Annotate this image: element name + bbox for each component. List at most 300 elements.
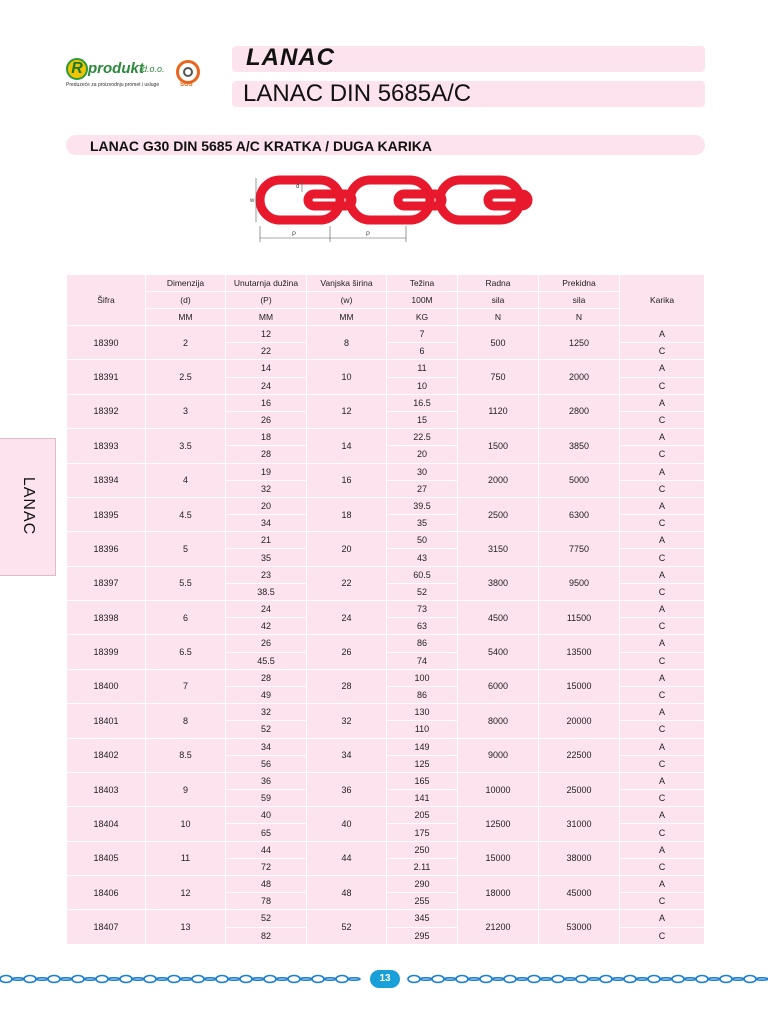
cell-vanjska: 10: [307, 360, 387, 394]
cell-dimenzija: 11: [146, 841, 226, 875]
cell-dimenzija: 6: [146, 601, 226, 635]
cell-vanjska: 36: [307, 772, 387, 806]
cell-dimenzija: 9: [146, 772, 226, 806]
header-prek-2: sila: [539, 292, 620, 309]
cell-unutarnja-c: 56: [226, 755, 307, 772]
cell-tezina-a: 60.5: [387, 566, 458, 583]
cell-karika-a: A: [620, 738, 705, 755]
table-row: [67, 772, 705, 789]
cell-radna: 12500: [458, 807, 539, 841]
cell-unutarnja-a: 48: [226, 876, 307, 893]
cell-tezina-c: 20: [387, 446, 458, 463]
cell-karika-c: C: [620, 893, 705, 910]
cell-unutarnja-c: 72: [226, 858, 307, 875]
cell-unutarnja-a: 16: [226, 394, 307, 411]
cell-unutarnja-a: 52: [226, 910, 307, 927]
cell-sifra: 18391: [67, 360, 146, 394]
cell-unutarnja-a: 32: [226, 704, 307, 721]
cell-karika-a: A: [620, 635, 705, 652]
cell-dimenzija: 4: [146, 463, 226, 497]
footer-chain-link: [696, 976, 708, 983]
header-dim-2: (d): [146, 292, 226, 309]
footer-chain-link: [0, 976, 12, 983]
cell-sifra: 18401: [67, 704, 146, 738]
footer-chain-link: [24, 976, 36, 983]
cell-karika-a: A: [620, 360, 705, 377]
chain-link-4: [398, 194, 442, 206]
cell-tezina-c: 6: [387, 343, 458, 360]
cell-unutarnja-c: 42: [226, 618, 307, 635]
cell-karika-c: C: [620, 686, 705, 703]
footer-chain-link: [216, 976, 228, 983]
cell-radna: 2000: [458, 463, 539, 497]
header-radna-2: sila: [458, 292, 539, 309]
cell-unutarnja-a: 36: [226, 772, 307, 789]
cell-unutarnja-a: 23: [226, 566, 307, 583]
cell-tezina-c: 10: [387, 377, 458, 394]
cell-tezina-a: 50: [387, 532, 458, 549]
section-title: LANAC G30 DIN 5685 A/C KRATKA / DUGA KARIKA: [90, 138, 432, 154]
footer-chain-link: [720, 976, 732, 983]
footer-chain-link: [648, 976, 660, 983]
cell-unutarnja-a: 12: [226, 326, 307, 343]
side-tab-label: LANAC: [20, 476, 38, 536]
cell-dimenzija: 4.5: [146, 497, 226, 531]
cell-karika-c: C: [620, 652, 705, 669]
cell-prekidna: 3850: [539, 429, 620, 463]
cell-dimenzija: 2: [146, 326, 226, 360]
cell-tezina-a: 16.5: [387, 394, 458, 411]
cell-radna: 3150: [458, 532, 539, 566]
cell-prekidna: 6300: [539, 497, 620, 531]
table-row: [67, 601, 705, 618]
header-dim-3: MM: [146, 309, 226, 326]
cell-prekidna: 1250: [539, 326, 620, 360]
header-tez-1: Težina: [387, 275, 458, 292]
footer-chain-link: [228, 978, 240, 980]
cell-karika-c: C: [620, 721, 705, 738]
cell-sifra: 18405: [67, 841, 146, 875]
cell-unutarnja-a: 24: [226, 601, 307, 618]
footer-chain-link: [336, 976, 348, 983]
header-prek-1: Prekidna: [539, 275, 620, 292]
cell-karika-a: A: [620, 704, 705, 721]
cell-dimenzija: 8: [146, 704, 226, 738]
footer-chain-link: [348, 978, 360, 980]
chain-link-2: [308, 194, 352, 206]
cell-tezina-a: 130: [387, 704, 458, 721]
footer-chain-link: [444, 978, 456, 980]
cell-unutarnja-a: 40: [226, 807, 307, 824]
cell-dimenzija: 2.5: [146, 360, 226, 394]
footer-chain-link: [732, 978, 744, 980]
cell-karika-a: A: [620, 910, 705, 927]
cell-karika-a: A: [620, 497, 705, 514]
cell-radna: 1500: [458, 429, 539, 463]
chain-link-3: [350, 180, 430, 220]
cell-tezina-a: 7: [387, 326, 458, 343]
cell-karika-c: C: [620, 824, 705, 841]
cell-tezina-a: 250: [387, 841, 458, 858]
table-row: [67, 841, 705, 858]
cell-unutarnja-a: 28: [226, 669, 307, 686]
table-row: [67, 429, 705, 446]
cell-vanjska: 28: [307, 669, 387, 703]
header-unut-3: MM: [226, 309, 307, 326]
footer-chain-link: [264, 976, 276, 983]
cell-vanjska: 16: [307, 463, 387, 497]
cell-prekidna: 7750: [539, 532, 620, 566]
cell-karika-c: C: [620, 343, 705, 360]
cell-prekidna: 15000: [539, 669, 620, 703]
cell-karika-c: C: [620, 377, 705, 394]
cell-unutarnja-c: 78: [226, 893, 307, 910]
cell-karika-c: C: [620, 411, 705, 428]
cell-sifra: 18402: [67, 738, 146, 772]
cell-karika-a: A: [620, 841, 705, 858]
cell-sifra: 18393: [67, 429, 146, 463]
logo-mark: R: [66, 58, 88, 80]
cell-prekidna: 31000: [539, 807, 620, 841]
cell-karika-a: A: [620, 326, 705, 343]
cell-tezina-a: 39.5: [387, 497, 458, 514]
cell-sifra: 18390: [67, 326, 146, 360]
footer-chain-link: [480, 976, 492, 983]
cell-vanjska: 26: [307, 635, 387, 669]
footer-chain-link: [132, 978, 144, 980]
footer-chain-link: [12, 978, 24, 980]
cell-tezina-a: 30: [387, 463, 458, 480]
cell-dimenzija: 10: [146, 807, 226, 841]
cell-vanjska: 18: [307, 497, 387, 531]
footer-chain-link: [84, 978, 96, 980]
cell-sifra: 18394: [67, 463, 146, 497]
cell-radna: 500: [458, 326, 539, 360]
header-dim-1: Dimenzija: [146, 275, 226, 292]
cell-karika-c: C: [620, 515, 705, 532]
cell-karika-a: A: [620, 807, 705, 824]
sgs-label: SGS: [180, 82, 193, 88]
cell-tezina-c: 52: [387, 583, 458, 600]
table-row: [67, 738, 705, 755]
cell-tezina-c: 27: [387, 480, 458, 497]
table-row: [67, 566, 705, 583]
table-row: [67, 326, 705, 343]
footer-chain-link: [144, 976, 156, 983]
footer-chain-link: [240, 976, 252, 983]
cell-tezina-c: 43: [387, 549, 458, 566]
chain-diagram: [250, 170, 540, 245]
cell-vanjska: 20: [307, 532, 387, 566]
cell-prekidna: 5000: [539, 463, 620, 497]
header-unut-2: (P): [226, 292, 307, 309]
footer-chain-link: [120, 976, 132, 983]
cell-karika-a: A: [620, 876, 705, 893]
header-prek-3: N: [539, 309, 620, 326]
cell-tezina-c: 125: [387, 755, 458, 772]
cell-karika-a: A: [620, 669, 705, 686]
cell-tezina-c: 74: [387, 652, 458, 669]
footer-chain-link: [36, 978, 48, 980]
cell-dimenzija: 3: [146, 394, 226, 428]
cell-tezina-a: 11: [387, 360, 458, 377]
cell-unutarnja-a: 20: [226, 497, 307, 514]
footer-chain-link: [660, 978, 672, 980]
cell-unutarnja-a: 14: [226, 360, 307, 377]
header-tez-3: KG: [387, 309, 458, 326]
footer-chain-link: [636, 978, 648, 980]
cell-prekidna: 11500: [539, 601, 620, 635]
header-radna-3: N: [458, 309, 539, 326]
cell-prekidna: 2800: [539, 394, 620, 428]
cell-sifra: 18404: [67, 807, 146, 841]
cell-unutarnja-c: 49: [226, 686, 307, 703]
page-subtitle: LANAC DIN 5685A/C: [243, 80, 472, 107]
footer-chain-link: [552, 976, 564, 983]
sgs-certification-icon: [176, 60, 200, 84]
cell-tezina-a: 290: [387, 876, 458, 893]
cell-karika-c: C: [620, 858, 705, 875]
header-vanj-2: (w): [307, 292, 387, 309]
cell-unutarnja-c: 52: [226, 721, 307, 738]
footer-chain-link: [108, 978, 120, 980]
footer-chain-link: [420, 978, 432, 980]
label-p1: P: [292, 232, 297, 238]
footer-chain-link: [612, 978, 624, 980]
cell-karika-c: C: [620, 927, 705, 944]
cell-sifra: 18397: [67, 566, 146, 600]
cell-vanjska: 22: [307, 566, 387, 600]
table-row: [67, 910, 705, 927]
cell-prekidna: 38000: [539, 841, 620, 875]
cell-radna: 8000: [458, 704, 539, 738]
footer-chain-link: [564, 978, 576, 980]
cell-unutarnja-a: 44: [226, 841, 307, 858]
table-row: [67, 360, 705, 377]
chain-link-5: [440, 180, 520, 220]
footer-chain-link: [204, 978, 216, 980]
header-vanj-1: Vanjska širina: [307, 275, 387, 292]
table-row: [67, 704, 705, 721]
cell-tezina-a: 86: [387, 635, 458, 652]
footer-chain-link: [168, 976, 180, 983]
cell-tezina-a: 22.5: [387, 429, 458, 446]
cell-sifra: 18399: [67, 635, 146, 669]
cell-prekidna: 25000: [539, 772, 620, 806]
cell-unutarnja-a: 26: [226, 635, 307, 652]
cell-karika-c: C: [620, 618, 705, 635]
cell-dimenzija: 8.5: [146, 738, 226, 772]
table-row: [67, 635, 705, 652]
cell-unutarnja-c: 22: [226, 343, 307, 360]
cell-sifra: 18406: [67, 876, 146, 910]
cell-karika-a: A: [620, 566, 705, 583]
cell-karika-c: C: [620, 549, 705, 566]
footer-chain-link: [588, 978, 600, 980]
cell-tezina-a: 100: [387, 669, 458, 686]
cell-dimenzija: 5: [146, 532, 226, 566]
logo-tagline: Preduzeće za proizvodnju promet i usluge: [66, 82, 160, 88]
footer-chain-link: [312, 976, 324, 983]
cell-tezina-c: 295: [387, 927, 458, 944]
footer-chain-link: [468, 978, 480, 980]
cell-sifra: 18398: [67, 601, 146, 635]
cell-unutarnja-c: 82: [226, 927, 307, 944]
cell-tezina-a: 149: [387, 738, 458, 755]
table-row: [67, 463, 705, 480]
cell-karika-a: A: [620, 772, 705, 789]
cell-unutarnja-c: 35: [226, 549, 307, 566]
footer-chain-link: [252, 978, 264, 980]
cell-unutarnja-a: 21: [226, 532, 307, 549]
table-body: [67, 326, 705, 945]
cell-karika-a: A: [620, 463, 705, 480]
cell-dimenzija: 7: [146, 669, 226, 703]
cell-tezina-a: 73: [387, 601, 458, 618]
header-vanj-3: MM: [307, 309, 387, 326]
footer-chain-link: [324, 978, 336, 980]
cell-prekidna: 20000: [539, 704, 620, 738]
cell-sifra: 18403: [67, 772, 146, 806]
cell-tezina-c: 63: [387, 618, 458, 635]
cell-sifra: 18392: [67, 394, 146, 428]
cell-vanjska: 34: [307, 738, 387, 772]
cell-tezina-a: 345: [387, 910, 458, 927]
table-row: [67, 807, 705, 824]
footer-chain-link: [672, 976, 684, 983]
cell-vanjska: 52: [307, 910, 387, 944]
cell-prekidna: 9500: [539, 566, 620, 600]
cell-prekidna: 45000: [539, 876, 620, 910]
table-row: [67, 532, 705, 549]
cell-unutarnja-c: 59: [226, 790, 307, 807]
footer-chain-link: [492, 978, 504, 980]
cell-vanjska: 44: [307, 841, 387, 875]
cell-dimenzija: 5.5: [146, 566, 226, 600]
cell-unutarnja-c: 45.5: [226, 652, 307, 669]
cell-dimenzija: 13: [146, 910, 226, 944]
cell-karika-a: A: [620, 429, 705, 446]
footer-chain-link: [576, 976, 588, 983]
footer-chain-link: [516, 978, 528, 980]
cell-vanjska: 32: [307, 704, 387, 738]
footer-chain-link: [408, 976, 420, 983]
header-karika: Karika: [620, 275, 705, 326]
cell-unutarnja-c: 32: [226, 480, 307, 497]
cell-dimenzija: 12: [146, 876, 226, 910]
logo-name: produkt: [88, 60, 144, 77]
cell-prekidna: 22500: [539, 738, 620, 772]
cell-karika-c: C: [620, 755, 705, 772]
cell-unutarnja-a: 34: [226, 738, 307, 755]
footer-chain-link: [276, 978, 288, 980]
table-row: [67, 669, 705, 686]
cell-tezina-a: 165: [387, 772, 458, 789]
cell-unutarnja-c: 38.5: [226, 583, 307, 600]
specification-table: [66, 274, 705, 945]
footer-chain-link: [432, 976, 444, 983]
footer-chain-link: [156, 978, 168, 980]
cell-sifra: 18400: [67, 669, 146, 703]
cell-unutarnja-c: 34: [226, 515, 307, 532]
cell-vanjska: 24: [307, 601, 387, 635]
cell-radna: 9000: [458, 738, 539, 772]
footer-chain-link: [48, 976, 60, 983]
cell-tezina-c: 15: [387, 411, 458, 428]
footer-chain-link: [192, 976, 204, 983]
cell-tezina-c: 35: [387, 515, 458, 532]
cell-dimenzija: 3.5: [146, 429, 226, 463]
header-tez-2: 100M: [387, 292, 458, 309]
cell-radna: 15000: [458, 841, 539, 875]
footer-chain-link: [708, 978, 720, 980]
cell-unutarnja-c: 28: [226, 446, 307, 463]
footer-chain-link: [60, 978, 72, 980]
footer-chain-link: [624, 976, 636, 983]
cell-prekidna: 53000: [539, 910, 620, 944]
header-unut-1: Unutarnja dužina: [226, 275, 307, 292]
cell-radna: 1120: [458, 394, 539, 428]
label-w: w: [250, 198, 255, 204]
footer-chain-link: [744, 976, 756, 983]
cell-prekidna: 13500: [539, 635, 620, 669]
header-sifra: Šifra: [67, 275, 146, 326]
header-radna-1: Radna: [458, 275, 539, 292]
cell-sifra: 18395: [67, 497, 146, 531]
cell-unutarnja-a: 18: [226, 429, 307, 446]
footer-chain-link: [96, 976, 108, 983]
footer-chain-link: [684, 978, 696, 980]
footer-chain-link: [756, 978, 768, 980]
cell-karika-c: C: [620, 790, 705, 807]
page-number: 13: [370, 970, 400, 988]
cell-vanjska: 8: [307, 326, 387, 360]
cell-unutarnja-a: 19: [226, 463, 307, 480]
cell-karika-c: C: [620, 583, 705, 600]
label-p2: P: [366, 232, 371, 238]
footer-chain-link: [600, 976, 612, 983]
cell-karika-a: A: [620, 601, 705, 618]
cell-karika-c: C: [620, 480, 705, 497]
footer-chain-link: [528, 976, 540, 983]
table-row: [67, 497, 705, 514]
cell-tezina-c: 175: [387, 824, 458, 841]
cell-radna: 6000: [458, 669, 539, 703]
cell-tezina-c: 2.11: [387, 858, 458, 875]
label-d: d: [296, 184, 300, 190]
footer-chain-link: [180, 978, 192, 980]
cell-radna: 2500: [458, 497, 539, 531]
cell-radna: 18000: [458, 876, 539, 910]
cell-tezina-c: 255: [387, 893, 458, 910]
logo-doo: d.o.o.: [142, 64, 165, 74]
footer-chain-link: [540, 978, 552, 980]
cell-karika-c: C: [620, 446, 705, 463]
table-row: [67, 876, 705, 893]
table-row: [67, 394, 705, 411]
cell-radna: 4500: [458, 601, 539, 635]
footer-chain-link: [72, 976, 84, 983]
cell-radna: 5400: [458, 635, 539, 669]
cell-karika-a: A: [620, 394, 705, 411]
footer-chain-link: [504, 976, 516, 983]
cell-sifra: 18407: [67, 910, 146, 944]
cell-tezina-c: 141: [387, 790, 458, 807]
footer-chain-link: [300, 978, 312, 980]
cell-radna: 10000: [458, 772, 539, 806]
chain-link-1: [260, 180, 340, 220]
cell-radna: 3800: [458, 566, 539, 600]
